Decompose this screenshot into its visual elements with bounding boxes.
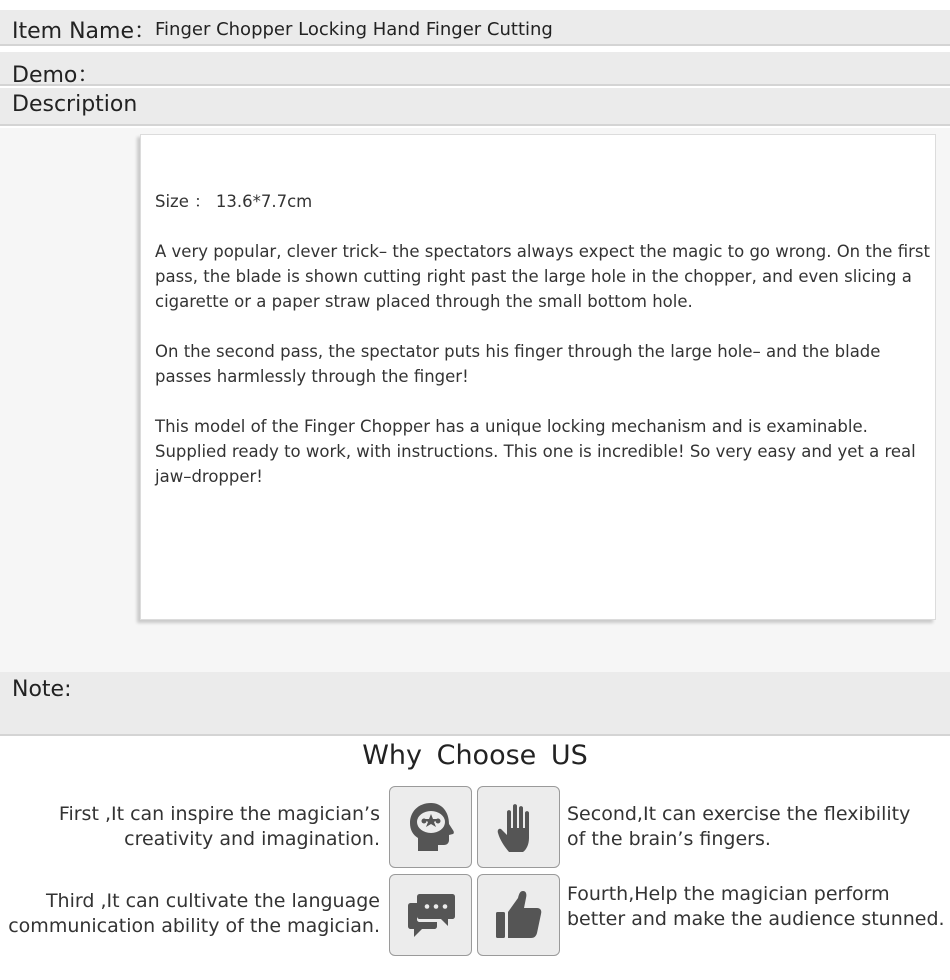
- feature-4-text: [567, 882, 945, 932]
- feature-1-text: [59, 802, 380, 852]
- note-bar: [0, 672, 950, 736]
- chat-bubbles-icon-box: [389, 874, 472, 956]
- feature-1-line-2: creativity and imagination.: [124, 828, 380, 850]
- description-bar: [0, 88, 950, 126]
- description-paragraph-2: On the second pass, the spectator puts his finger through the large hole– and the blade passes harmlessly through the finger!: [155, 342, 881, 386]
- chat-bubbles-icon: [404, 888, 458, 942]
- note-label: Note:: [12, 677, 72, 702]
- why-choose-us-title: Why Choose US: [362, 740, 588, 771]
- feature-2-text: [567, 802, 910, 852]
- feature-1-line-1: First ,It can inspire the magician’s: [58, 803, 380, 825]
- feature-2-line-2: of the brain’s fingers.: [567, 828, 771, 850]
- feature-3-line-1: Third ,It can cultivate the language: [45, 890, 380, 912]
- brain-head-icon: [404, 800, 458, 854]
- description-paragraph-3: This model of the Finger Chopper has a unique locking mechanism and is examinable. Supplied ready to work, with instructions. This one is incredible! So very easy and yet a real jaw–dropper!: [155, 417, 916, 486]
- thumbs-up-icon: [492, 888, 546, 942]
- size-text: Size ： 13.6*7.7cm: [155, 192, 313, 211]
- feature-4-line-2: better and make the audience stunned.: [567, 908, 945, 930]
- brain-head-icon-box: [389, 786, 472, 868]
- thumbs-up-icon-box: [477, 874, 560, 956]
- description-paragraph-1: A very popular, clever trick– the spectators always expect the magic to go wrong. On the first pass, the blade is shown cutting right past the large hole in the chopper, and even slicing a cigarette or a paper straw placed through the small bottom hole.: [155, 242, 930, 311]
- feature-3-line-2: communication ability of the magician.: [8, 915, 380, 937]
- item-name-label: Item Name：: [12, 19, 156, 44]
- hand-icon: [492, 800, 546, 854]
- feature-4-line-1: Fourth,Help the magician perform: [567, 883, 890, 905]
- hand-icon-box: [477, 786, 560, 868]
- feature-3-text: [8, 889, 380, 939]
- description-label: Description: [12, 92, 138, 117]
- item-name-bar: [0, 10, 950, 46]
- demo-bar: [0, 52, 950, 86]
- item-name-value: Finger Chopper Locking Hand Finger Cutting: [155, 19, 553, 40]
- demo-label: Demo：: [12, 63, 100, 88]
- feature-2-line-1: Second,It can exercise the flexibility: [567, 803, 911, 825]
